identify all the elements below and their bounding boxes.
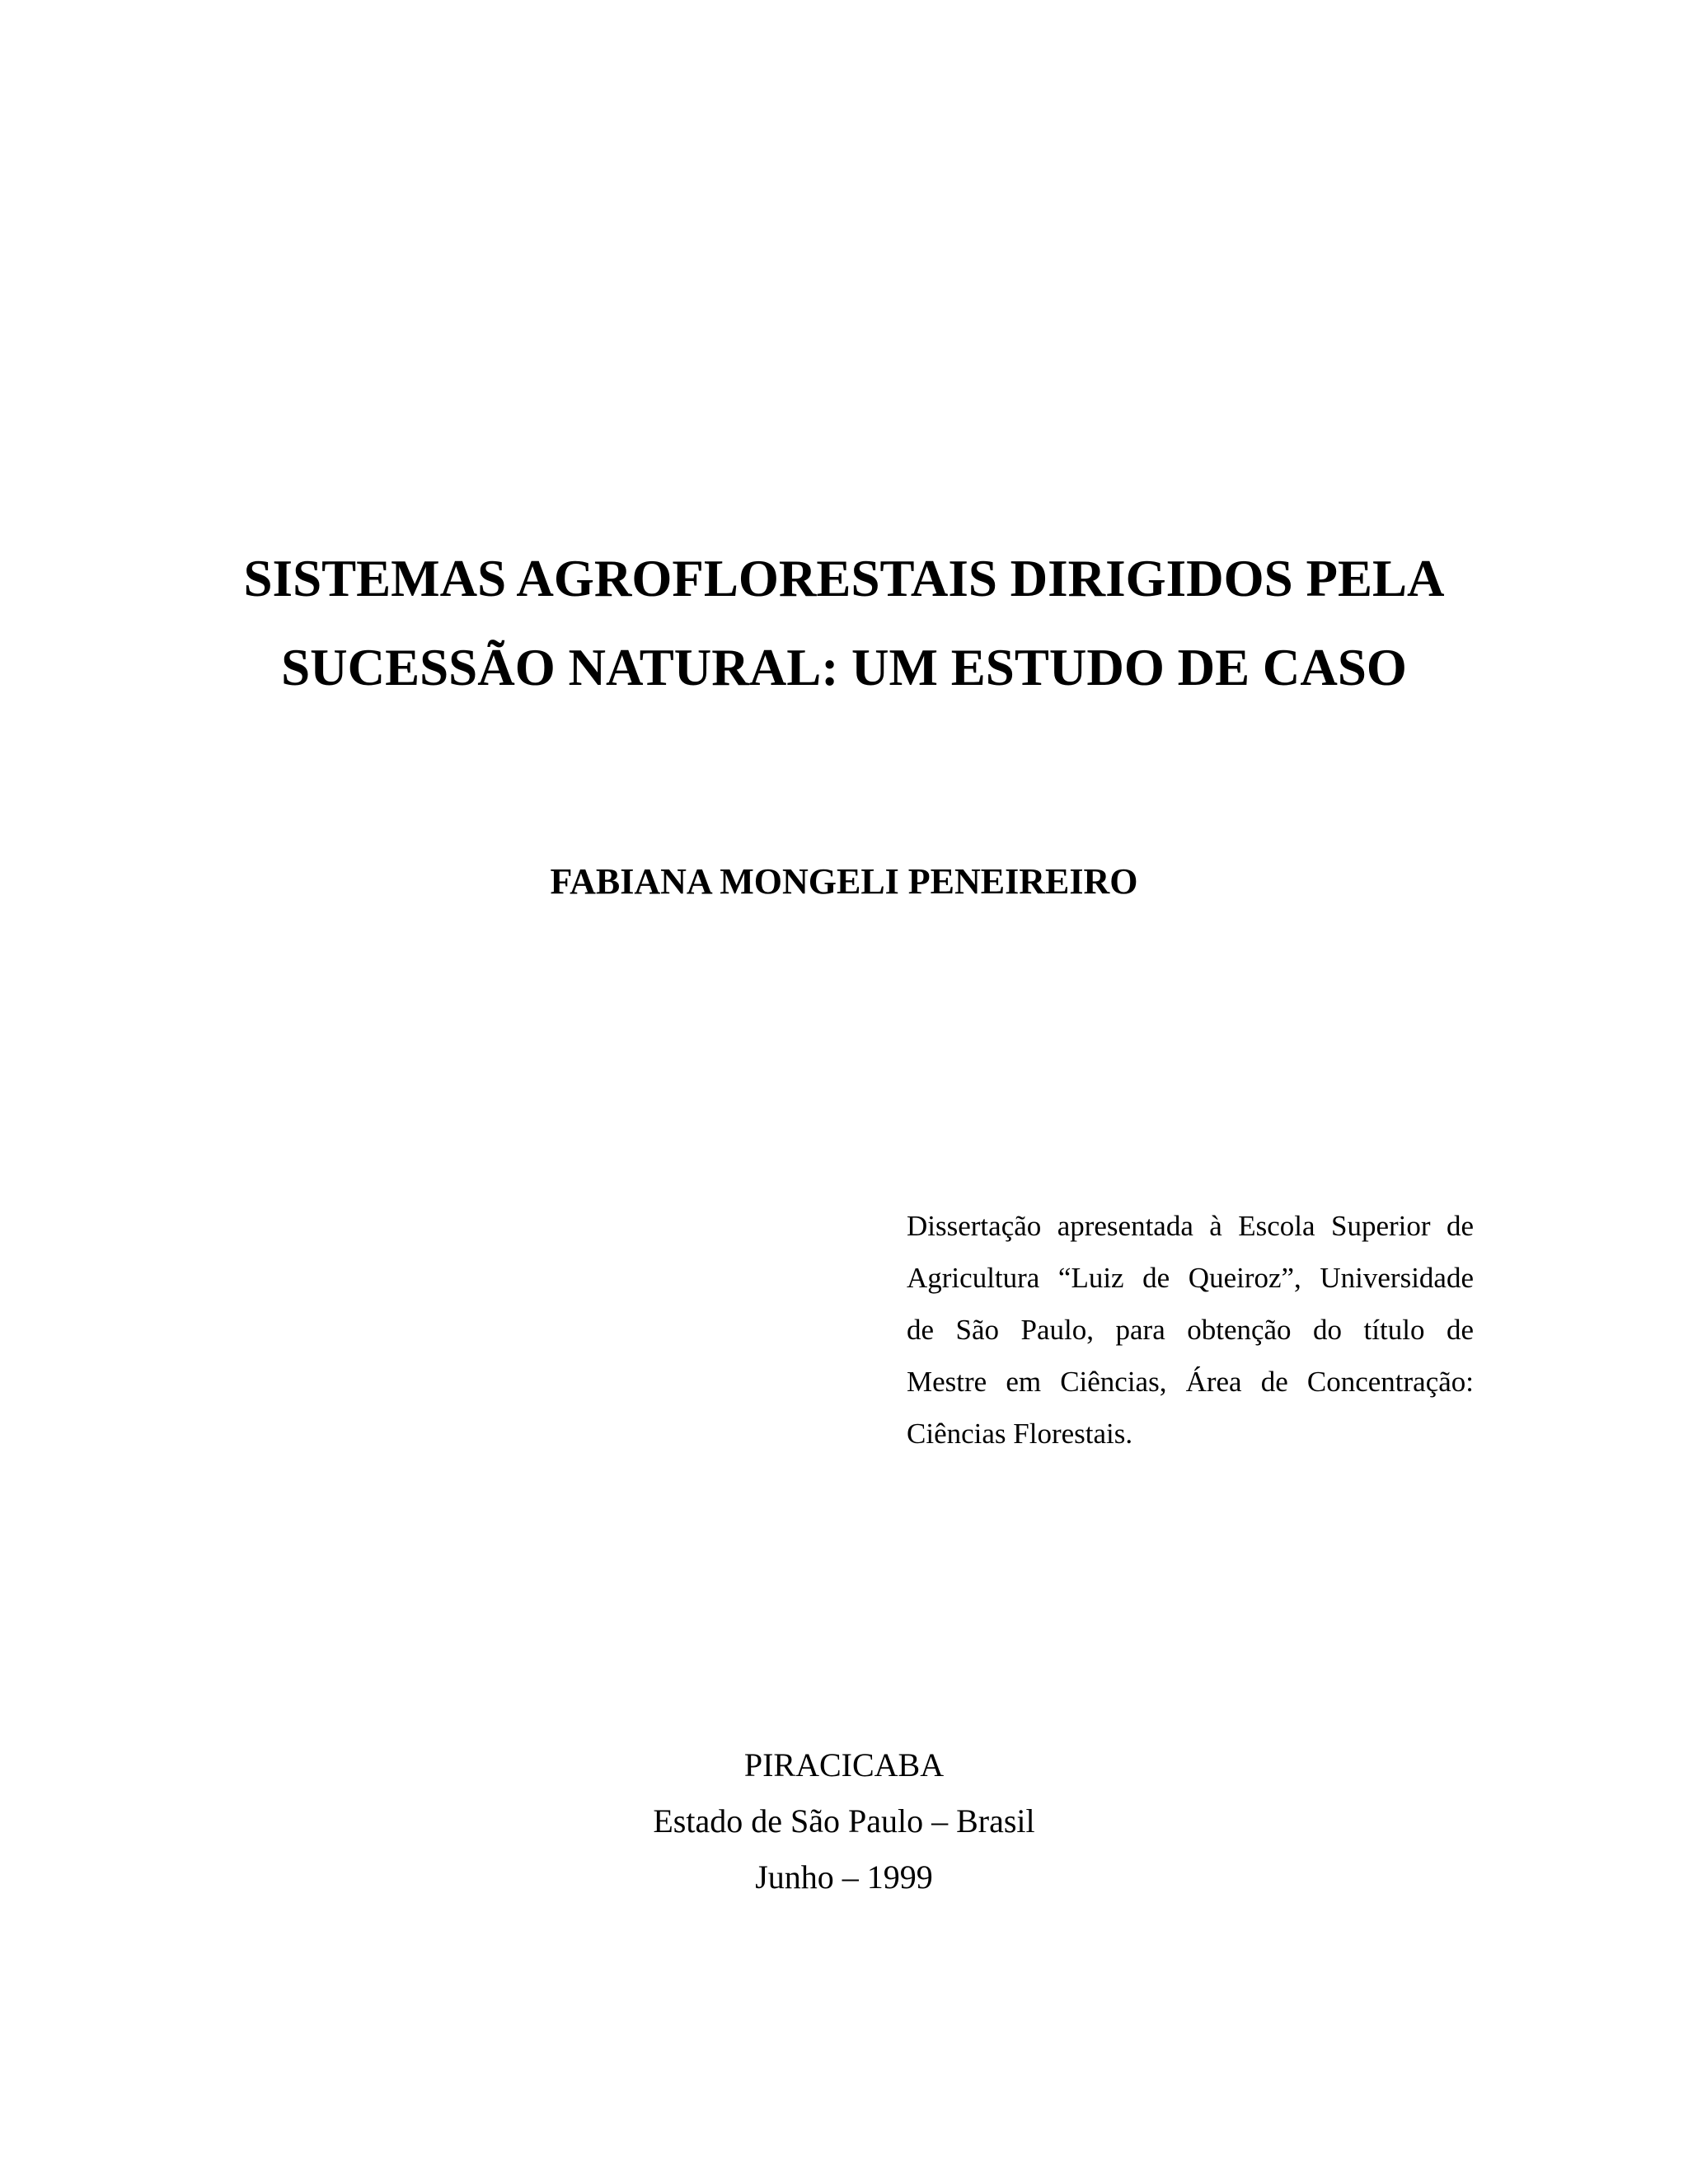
dissertation-note-line-2: Agricultura “Luiz de Queiroz”, Universidade bbox=[907, 1262, 1474, 1294]
thesis-title-line-2: SUCESSÃO NATURAL: UM ESTUDO DE CASO bbox=[281, 639, 1407, 696]
dissertation-note-line-4: Mestre em Ciências, Área de Concentração: bbox=[907, 1366, 1474, 1398]
author-name: FABIANA MONGELI PENEIREIRO bbox=[550, 861, 1138, 902]
imprint-date: Junho – 1999 bbox=[755, 1858, 933, 1896]
dissertation-note bbox=[907, 1200, 1474, 1460]
imprint bbox=[0, 1737, 1688, 1905]
dissertation-note-line-1: Dissertação apresentada à Escola Superior de bbox=[907, 1210, 1474, 1242]
thesis-title bbox=[0, 534, 1688, 712]
dissertation-note-line-3: de São Paulo, para obtenção do título de bbox=[907, 1314, 1474, 1346]
thesis-title-line-1: SISTEMAS AGROFLORESTAIS DIRIGIDOS PELA bbox=[243, 550, 1445, 607]
imprint-state-country: Estado de São Paulo – Brasil bbox=[653, 1802, 1035, 1840]
imprint-city: PIRACICABA bbox=[743, 1746, 945, 1783]
dissertation-note-line-5: Ciências Florestais. bbox=[907, 1418, 1133, 1450]
